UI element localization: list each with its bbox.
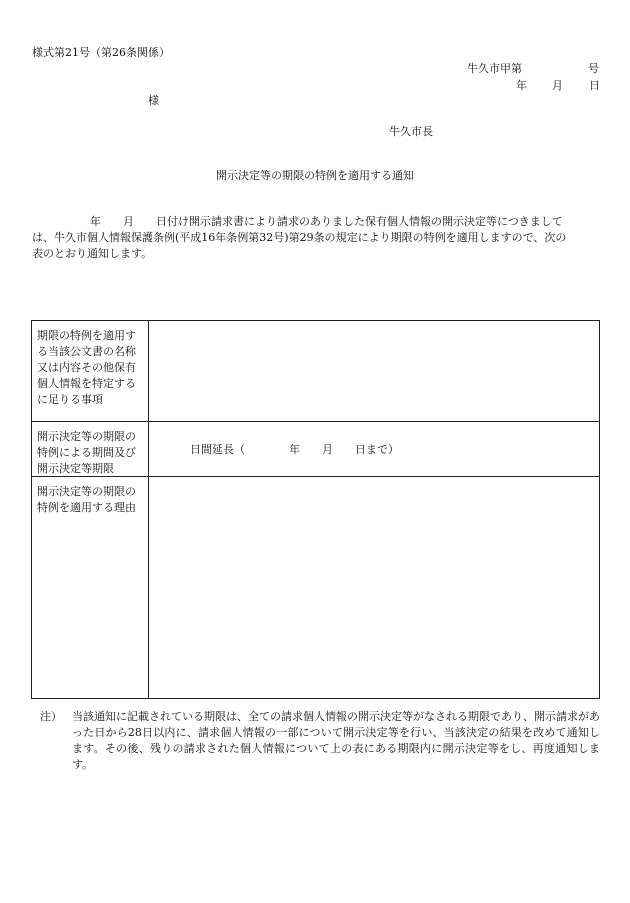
addressee-honorific: 様	[148, 94, 159, 107]
form-number: 様式第21号（第26条関係）	[32, 46, 170, 59]
document-number-suffix: 号	[588, 62, 599, 75]
column-divider	[148, 477, 149, 698]
column-divider	[148, 422, 149, 476]
table-row	[32, 422, 599, 477]
body-line-2: は、牛久市個人情報保護条例(平成16年条例第32号)第29条の規定により期限の特例を適用しますので、次の	[32, 231, 567, 244]
body-line-1-text: 日付け開示請求書により請求のありました保有個人情報の開示決定等につきまして	[156, 215, 563, 228]
info-table	[31, 320, 600, 699]
body-month-label: 月	[123, 215, 134, 228]
issuer-name: 牛久市長	[389, 125, 433, 138]
row-label: 開示決定等の期限の特例による期間及び開示決定等期限	[37, 430, 136, 475]
row-label: 開示決定等の期限の特例を適用する理由	[37, 485, 136, 514]
body-text	[32, 214, 602, 262]
column-divider	[148, 321, 149, 421]
body-line-1	[32, 214, 602, 230]
date-day-label: 日	[589, 79, 600, 92]
table-row	[32, 477, 599, 698]
footnote-mark: 注）	[40, 710, 62, 723]
extension-period: 日間延長（ 年 月 日まで）	[190, 443, 399, 456]
date-year-label: 年	[516, 79, 527, 92]
body-year-label: 年	[90, 215, 101, 228]
table-row	[32, 321, 599, 422]
document-title: 開示決定等の期限の特例を適用する通知	[216, 169, 414, 182]
body-line-3: 表のとおり通知します。	[32, 247, 153, 260]
date-month-label: 月	[552, 79, 563, 92]
footnote-text: 当該通知に記載されている期限は、全ての請求個人情報の開示決定等がなされる期限であり、開示請求があった日から28日以内に、請求個人情報の一部について開示決定等を行い、当該決定の結果を改めて通知します。その後、残りの請求された個人情報について上の表にある期限内に開示決定等をし、再度通知します。	[72, 710, 600, 771]
document-number-prefix: 牛久市甲第	[467, 62, 522, 75]
row-label: 期限の特例を適用する当該公文書の名称又は内容その他保有個人情報を特定するに足りる事項	[37, 329, 136, 406]
